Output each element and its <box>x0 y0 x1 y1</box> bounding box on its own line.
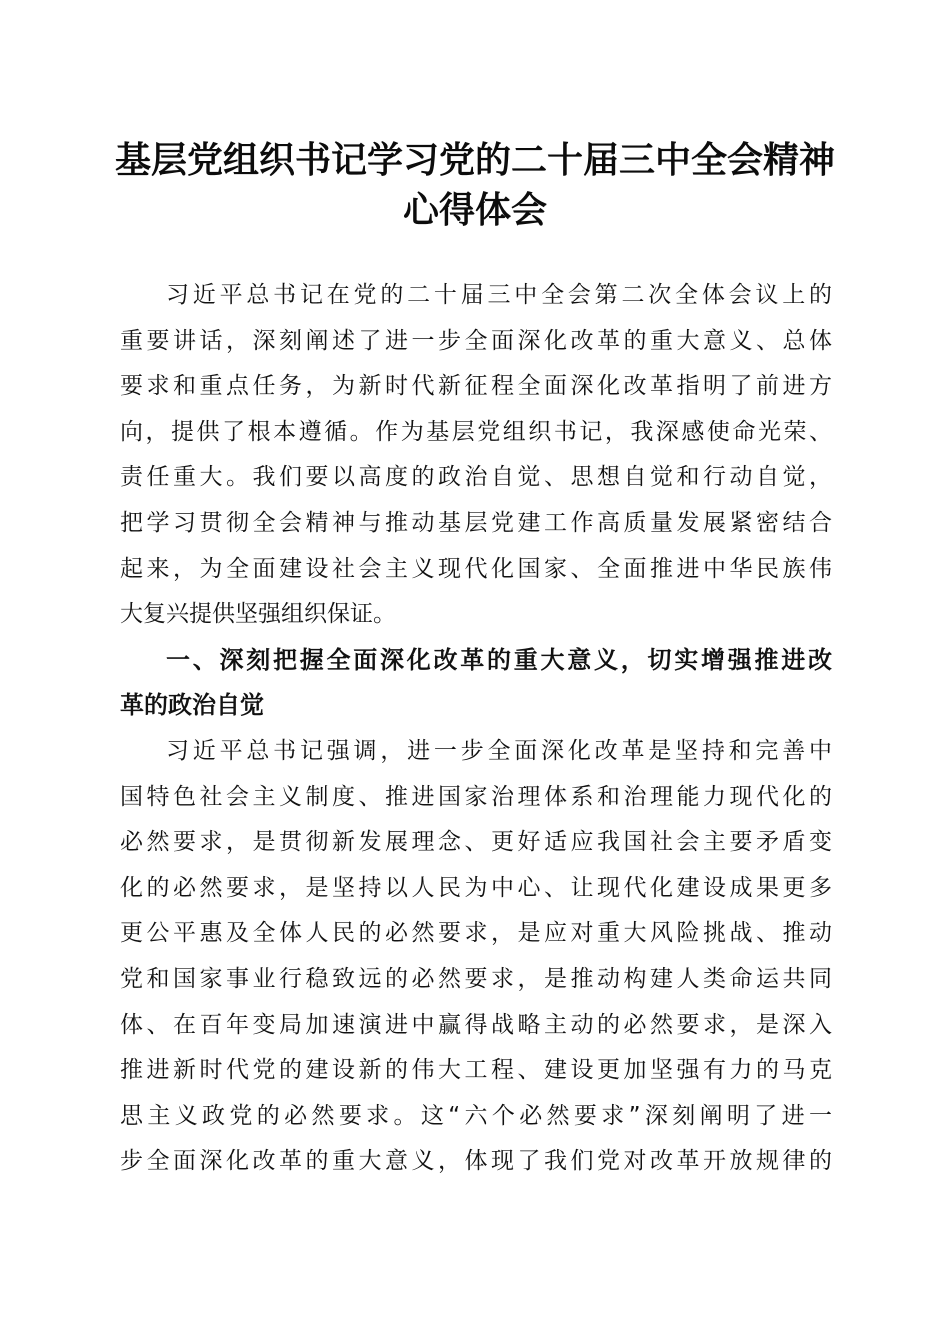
paragraph-line: 推进新时代党的建设新的伟大工程、建设更加坚强有力的马克 <box>120 1057 832 1084</box>
paragraph-line: 更公平惠及全体人民的必然要求，是应对重大风险挑战、推动 <box>120 920 832 947</box>
paragraph-line: 习近平总书记强调，进一步全面深化改革是坚持和完善中 <box>166 737 832 764</box>
paragraph-line: 必然要求，是贯彻新发展理念、更好适应我国社会主要矛盾变 <box>120 829 832 856</box>
paragraph-line: 责任重大。我们要以高度的政治自觉、思想自觉和行动自觉， <box>120 464 832 491</box>
paragraph-line: 重要讲话，深刻阐述了进一步全面深化改革的重大意义、总体 <box>120 327 832 354</box>
paragraph-line: 党和国家事业行稳致远的必然要求，是推动构建人类命运共同 <box>120 965 832 992</box>
paragraph-line: 向，提供了根本遵循。作为基层党组织书记，我深感使命光荣、 <box>120 418 832 445</box>
heading-line: 革的政治自觉 <box>120 691 264 720</box>
paragraph-line: 体、在百年变局加速演进中赢得战略主动的必然要求，是深入 <box>120 1011 832 1038</box>
intro-paragraph <box>120 273 832 638</box>
paragraph-line: 要求和重点任务，为新时代新征程全面深化改革指明了前进方 <box>120 373 832 400</box>
heading-line: 一、深刻把握全面深化改革的重大意义，切实增强推进改 <box>166 645 832 674</box>
paragraph-line: 把学习贯彻全会精神与推动基层党建工作高质量发展紧密结合 <box>120 509 832 536</box>
paragraph-line: 起来，为全面建设社会主义现代化国家、全面推进中华民族伟 <box>120 555 832 582</box>
document-title-line-2: 心得体会 <box>402 189 547 231</box>
paragraph-line: 国特色社会主义制度、推进国家治理体系和治理能力现代化的 <box>120 783 832 810</box>
paragraph-line: 思主义政党的必然要求。这“六个必然要求”深刻阐明了进一 <box>120 1102 832 1129</box>
section-paragraph <box>120 729 832 1185</box>
paragraph-line: 习近平总书记在党的二十届三中全会第二次全体会议上的 <box>166 282 832 308</box>
paragraph-line: 步全面深化改革的重大意义，体现了我们党对改革开放规律的 <box>120 1148 832 1175</box>
paragraph-line: 化的必然要求，是坚持以人民为中心、让现代化建设成果更多 <box>120 874 832 901</box>
document-body <box>120 273 832 1185</box>
section-heading <box>120 638 832 729</box>
paragraph-line: 大复兴提供坚强组织保证。 <box>120 601 396 628</box>
document-title-line-1: 基层党组织书记学习党的二十届三中全会精神 <box>114 139 835 181</box>
